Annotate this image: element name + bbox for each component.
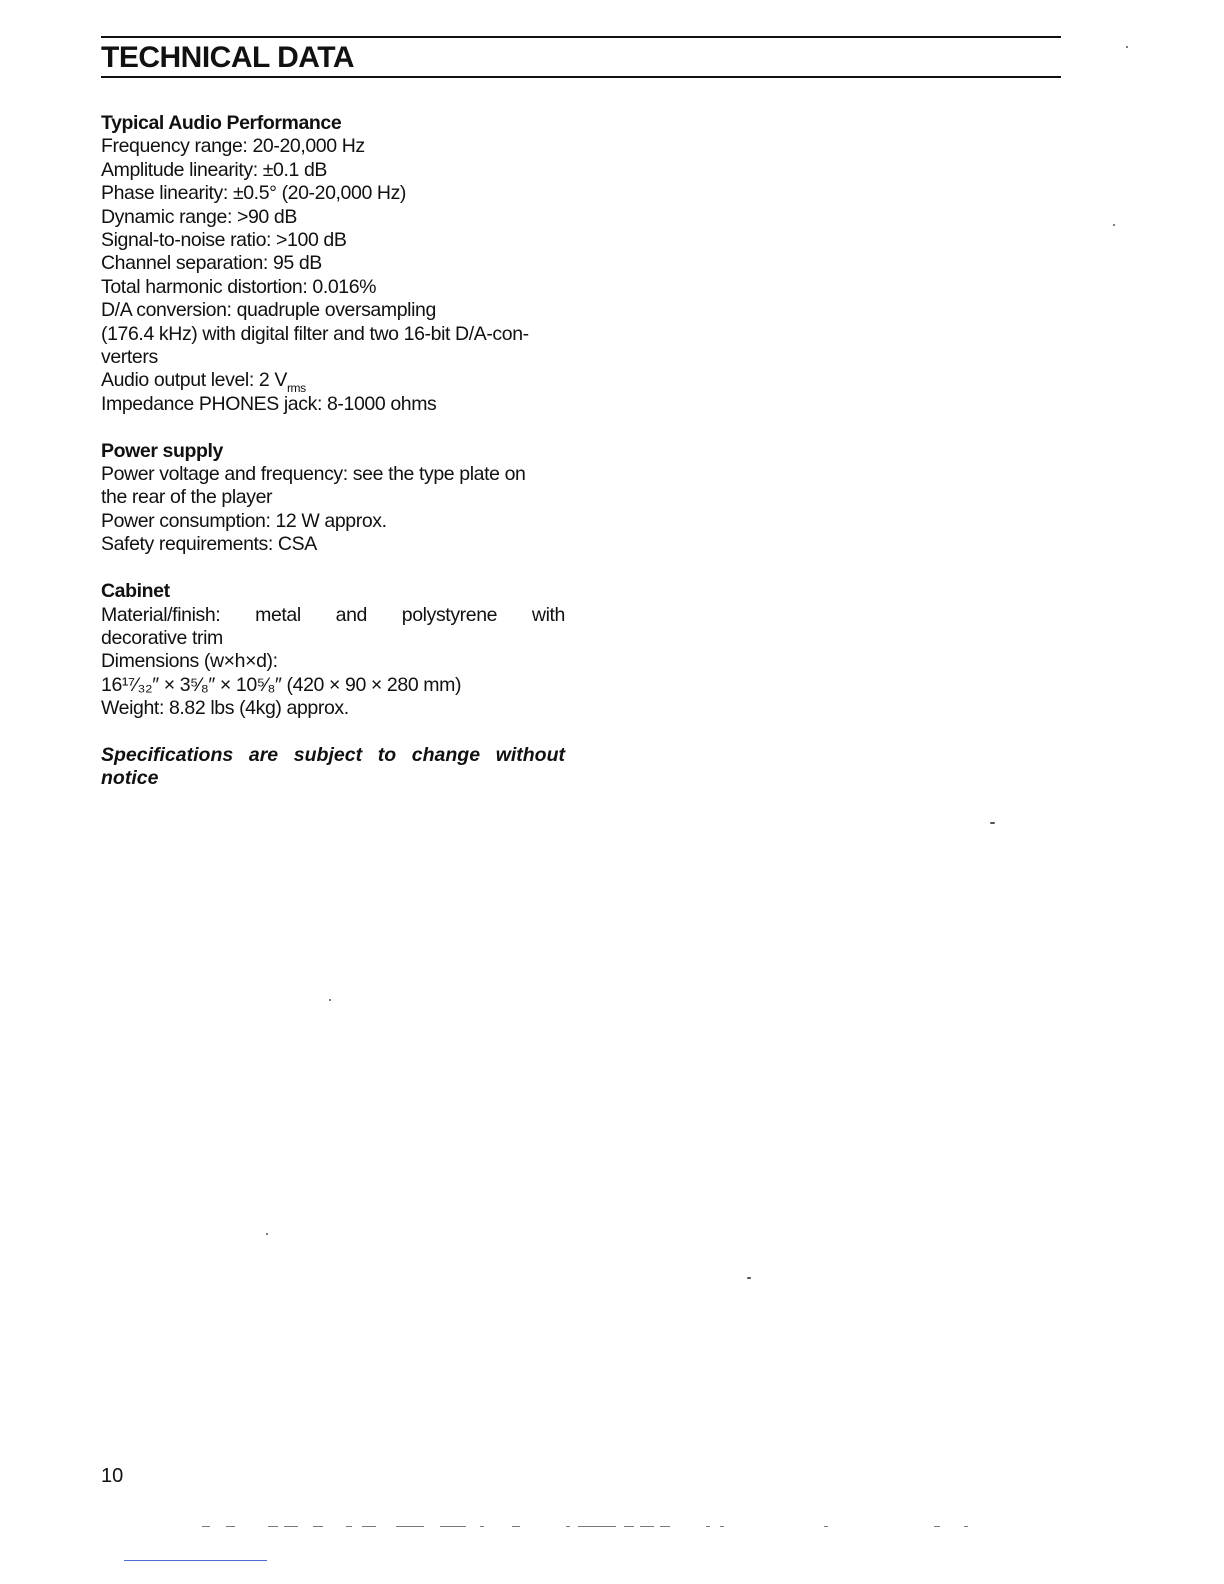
- power-supply-heading: Power supply: [101, 439, 223, 462]
- scan-speck: [329, 999, 331, 1001]
- power-voltage-cont: the rear of the player: [101, 486, 273, 509]
- power-consumption: Power consumption: 12 W approx.: [101, 509, 387, 532]
- da-conversion-detail-end: verters: [101, 346, 158, 369]
- phase-linearity: Phase linearity: ±0.5° (20-20,000 Hz): [101, 182, 407, 205]
- scan-speck: [990, 822, 995, 824]
- page-number: 10: [101, 1465, 124, 1487]
- cabinet-heading: Cabinet: [101, 580, 170, 603]
- phones-impedance: Impedance PHONES jack: 8-1000 ohms: [101, 392, 437, 415]
- specifications-notice-line2: notice: [101, 767, 159, 790]
- dimensions-label: Dimensions (w×h×d):: [101, 650, 278, 673]
- specifications-notice: [101, 744, 565, 791]
- safety-requirements: Safety requirements: CSA: [101, 533, 317, 556]
- specifications-notice-line1: Specifications are subject to change without: [101, 743, 565, 766]
- audio-output-level: [101, 369, 565, 396]
- scan-speck: [1126, 46, 1128, 48]
- technical-data-content: [101, 112, 565, 791]
- page-title: TECHNICAL DATA: [101, 41, 354, 74]
- scan-speck: [747, 1277, 751, 1279]
- audio-output-level-unit: rms: [286, 381, 306, 396]
- power-voltage: Power voltage and frequency: see the type plate on: [101, 463, 526, 486]
- title-rule-bottom: [101, 76, 1061, 78]
- title-rule-top: [101, 36, 1061, 38]
- scan-speck: [1113, 224, 1115, 226]
- frequency-range: Frequency range: 20-20,000 Hz: [101, 135, 365, 158]
- audio-performance-section: [101, 112, 565, 416]
- scan-speck: [266, 1233, 268, 1235]
- dimensions-value: 16¹⁷⁄₃₂″ × 3⁵⁄₈″ × 10⁵⁄₈″ (420 × 90 × 280 mm): [101, 673, 462, 696]
- cabinet-section: [101, 580, 565, 720]
- cabinet-material-cont: decorative trim: [101, 626, 223, 649]
- cabinet-material: Material/finish: metal and polystyrene with: [101, 603, 565, 626]
- scan-edge-line: [124, 1560, 267, 1561]
- total-harmonic-distortion: Total harmonic distortion: 0.016%: [101, 275, 377, 298]
- amplitude-linearity: Amplitude linearity: ±0.1 dB: [101, 158, 328, 181]
- audio-output-level-text: Audio output level: 2 V: [101, 369, 287, 392]
- da-conversion: D/A conversion: quadruple oversampling: [101, 299, 436, 322]
- channel-separation: Channel separation: 95 dB: [101, 252, 322, 275]
- dynamic-range: Dynamic range: >90 dB: [101, 205, 297, 228]
- weight: Weight: 8.82 lbs (4kg) approx.: [101, 697, 349, 720]
- signal-to-noise-ratio: Signal-to-noise ratio: >100 dB: [101, 229, 347, 252]
- audio-performance-heading: Typical Audio Performance: [101, 112, 342, 134]
- scan-bottom-artifacts: [200, 1526, 980, 1528]
- power-supply-section: [101, 440, 565, 557]
- da-conversion-detail: (176.4 kHz) with digital filter and two 16-bit D/A-con-: [101, 322, 529, 345]
